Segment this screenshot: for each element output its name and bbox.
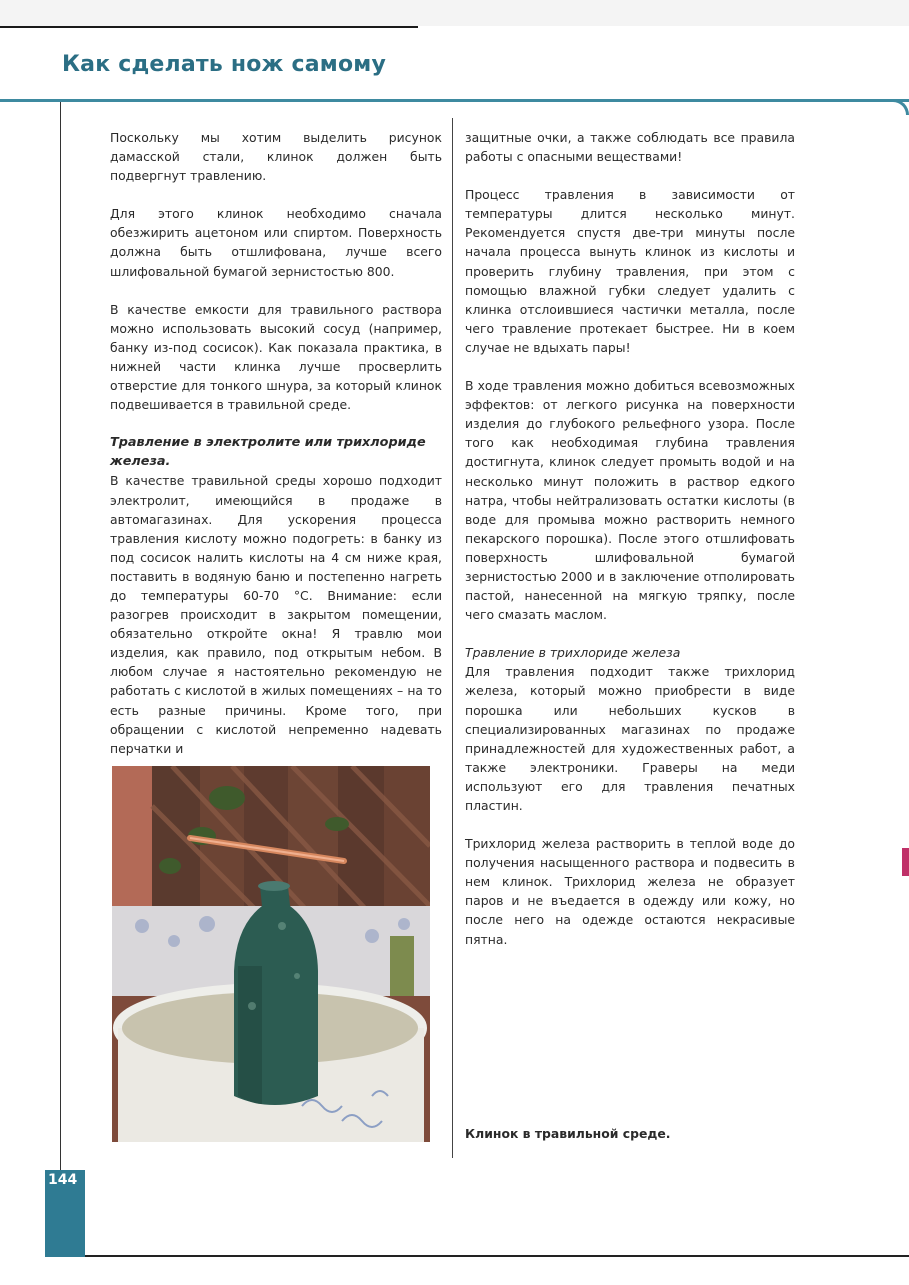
edge-tab-mark: [902, 848, 909, 876]
paragraph: защитные очки, а также соблюдать все правила работы с опасными веществами!: [465, 130, 795, 165]
paragraph: В ходе травления можно добиться всевозможных эффектов: от легкого рисунка на поверхности изделия до глубокого рельефного узора. После того как необходимая глубина травления достигнута, клинок следует промыть водой и на несколько минут положить в раствор едкого натра, чтобы нейтрализовать остатки кислоты (в воде для промыва можно растворить немного пекарского порошка). После этого отшлифовать поверхность шлифовальной бумагой зернистостью 2000 и в заключение отполировать пастой, нанесенной на мягкую тряпку, после чего смазать маслом.: [465, 378, 795, 623]
etching-photo: [112, 766, 430, 1142]
figure-caption: Клинок в травильной среде.: [465, 1126, 671, 1141]
paragraph: Трихлорид железа растворить в теплой воде до получения насыщенного раствора и подвесить в нем клинок. Трихлорид железа не образует паров и не въедается в одежду или кожу, но после него на одежде остаются некрасивые пятна.: [465, 836, 795, 947]
right-column: [465, 128, 795, 968]
page-title: Как сделать нож самому: [62, 52, 387, 77]
left-column: [110, 128, 442, 758]
subsection-heading: Травление в трихлориде железа: [465, 645, 681, 661]
scan-top-margin: [0, 0, 909, 26]
paragraph: В качестве травильной среды хорошо подходит электролит, имеющийся в продаже в автомагазинах. Для ускорения процесса травления кислоту можно подогреть: в банку из под сосисок налить кислоты на 4 см ниже края, поставить в водяную баню и постепенно нагреть до температуры 60-70 °С. Внимание: если разогрев происходит в закрытом помещении, обязательно откройте окна! Я травлю мои изделия, как правило, под открытым небом. В любом случае я настоятельно рекомендую не работать с кислотой в жилых помещениях – на то есть разные причины. Кроме того, при обращении с кислотой непременно надевать перчатки и: [110, 473, 442, 756]
paragraph: Поскольку мы хотим выделить рисунок дамасской стали, клинок должен быть подвергнут травлению.: [110, 130, 442, 184]
left-margin-rule: [60, 102, 61, 1170]
paragraph: Для травления подходит также трихлорид железа, который можно приобрести в виде порошка или небольших кусков в специализированных магазинах по продаже принадлежностей для художественных работ, а также электроники. Граверы на меди используют его для травления печатных пластин.: [465, 664, 795, 813]
column-divider: [452, 118, 453, 1158]
header-rule: [0, 99, 909, 102]
header-rule-curve: [852, 99, 909, 115]
section-heading: Травление в электролите или трихлориде железа.: [110, 435, 426, 470]
paragraph: В качестве емкости для травильного раствора можно использовать высокий сосуд (например, банку из-под сосисок). Как показала практика, в нижней части клинка лучше просверлить отверстие для тонкого шнура, за который клинок подвешивается в травильной среде.: [110, 301, 442, 413]
page-number: 144: [48, 1172, 78, 1188]
top-rule: [0, 26, 418, 28]
bottom-rule: [85, 1255, 909, 1257]
paragraph: Для этого клинок необходимо сначала обезжирить ацетоном или спиртом. Поверхность должна быть отшлифована, лучше всего шлифовальной бумагой зернистостью 800.: [110, 206, 442, 279]
paragraph: Процесс травления в зависимости от температуры длится несколько минут. Рекомендуется спустя две-три минуты после начала процесса вынуть клинок из кислоты и проверить глубину травления, при этом с помощью влажной губки следует удалить с клинка отслоившиеся частички металла, после чего травление протекает быстрее. Ни в коем случае не вдыхать пары!: [465, 187, 795, 355]
